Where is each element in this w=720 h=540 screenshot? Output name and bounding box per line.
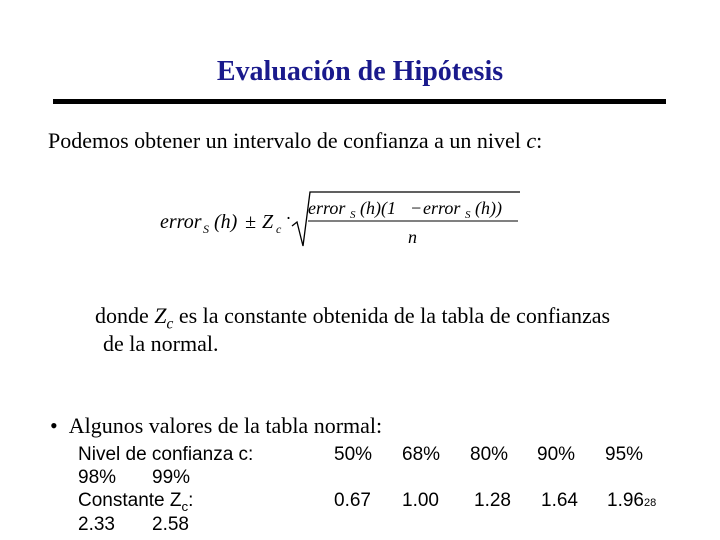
level-cell: 98% — [78, 467, 117, 488]
num-sub-2: S — [465, 209, 471, 221]
intro-var: c — [526, 128, 537, 153]
confidence-interval-formula — [150, 188, 530, 248]
bullet-item — [50, 413, 382, 439]
num-error-2: error — [423, 198, 461, 218]
nivel-colon: : — [248, 444, 254, 465]
level-cell: 80% — [470, 444, 509, 465]
where-rest: es la constante obtenida de la tabla de confianzas — [178, 303, 611, 328]
denominator-n: n — [408, 227, 417, 247]
constante-label-text: Constante Z — [78, 490, 182, 511]
title-underline — [53, 99, 666, 104]
value-cell: 2.58 — [152, 514, 189, 535]
num-h-1: (h)(1 — [360, 198, 396, 218]
value-cell: 1.00 — [402, 490, 439, 511]
nivel-label-text: Nivel de confianza — [78, 444, 234, 465]
intro-text — [48, 128, 542, 154]
value-cell: 1.64 — [541, 490, 578, 511]
nivel-label — [78, 444, 253, 466]
constante-sub: c — [181, 498, 189, 514]
constante-label — [78, 490, 193, 514]
level-cell: 90% — [537, 444, 576, 465]
constante-colon: : — [188, 490, 194, 511]
slide-number: 28 — [643, 497, 657, 509]
where-donde: donde — [95, 303, 149, 328]
level-cell: 95% — [605, 444, 644, 465]
value-cell: 1.96 — [607, 490, 644, 511]
value-cell: 1.28 — [474, 490, 511, 511]
value-cell: 2.33 — [78, 514, 115, 535]
value-cell: 0.67 — [334, 490, 371, 511]
slide-title: Evaluación de Hipótesis — [216, 56, 504, 87]
bullet-text: Algunos valores de la tabla normal: — [68, 413, 383, 438]
intro-colon: : — [536, 128, 543, 153]
formula-sub-s: S — [203, 222, 209, 236]
where-text-line2: de la normal. — [103, 331, 219, 356]
formula-h: (h) — [214, 211, 238, 233]
nivel-var: c — [238, 444, 249, 465]
level-cell: 50% — [334, 444, 373, 465]
intro-label: Podemos obtener un intervalo de confianza a un nivel — [48, 128, 521, 153]
value-cell-with-page — [607, 490, 656, 512]
where-z: Z — [154, 303, 167, 328]
formula-plus-minus: ± — [245, 211, 256, 233]
level-cell: 99% — [152, 467, 191, 488]
formula-z-sub: c — [276, 222, 282, 236]
formula-z: Z — [262, 211, 274, 233]
num-error-1: error — [308, 198, 346, 218]
formula-error: error — [160, 211, 202, 233]
formula-dot: · — [286, 208, 291, 228]
level-cell: 68% — [402, 444, 441, 465]
num-h-2: (h)) — [475, 198, 502, 218]
bullet-symbol: • — [50, 413, 58, 438]
where-z-sub: c — [166, 315, 174, 333]
num-sub-1: S — [350, 209, 356, 221]
num-minus: − — [410, 198, 423, 218]
